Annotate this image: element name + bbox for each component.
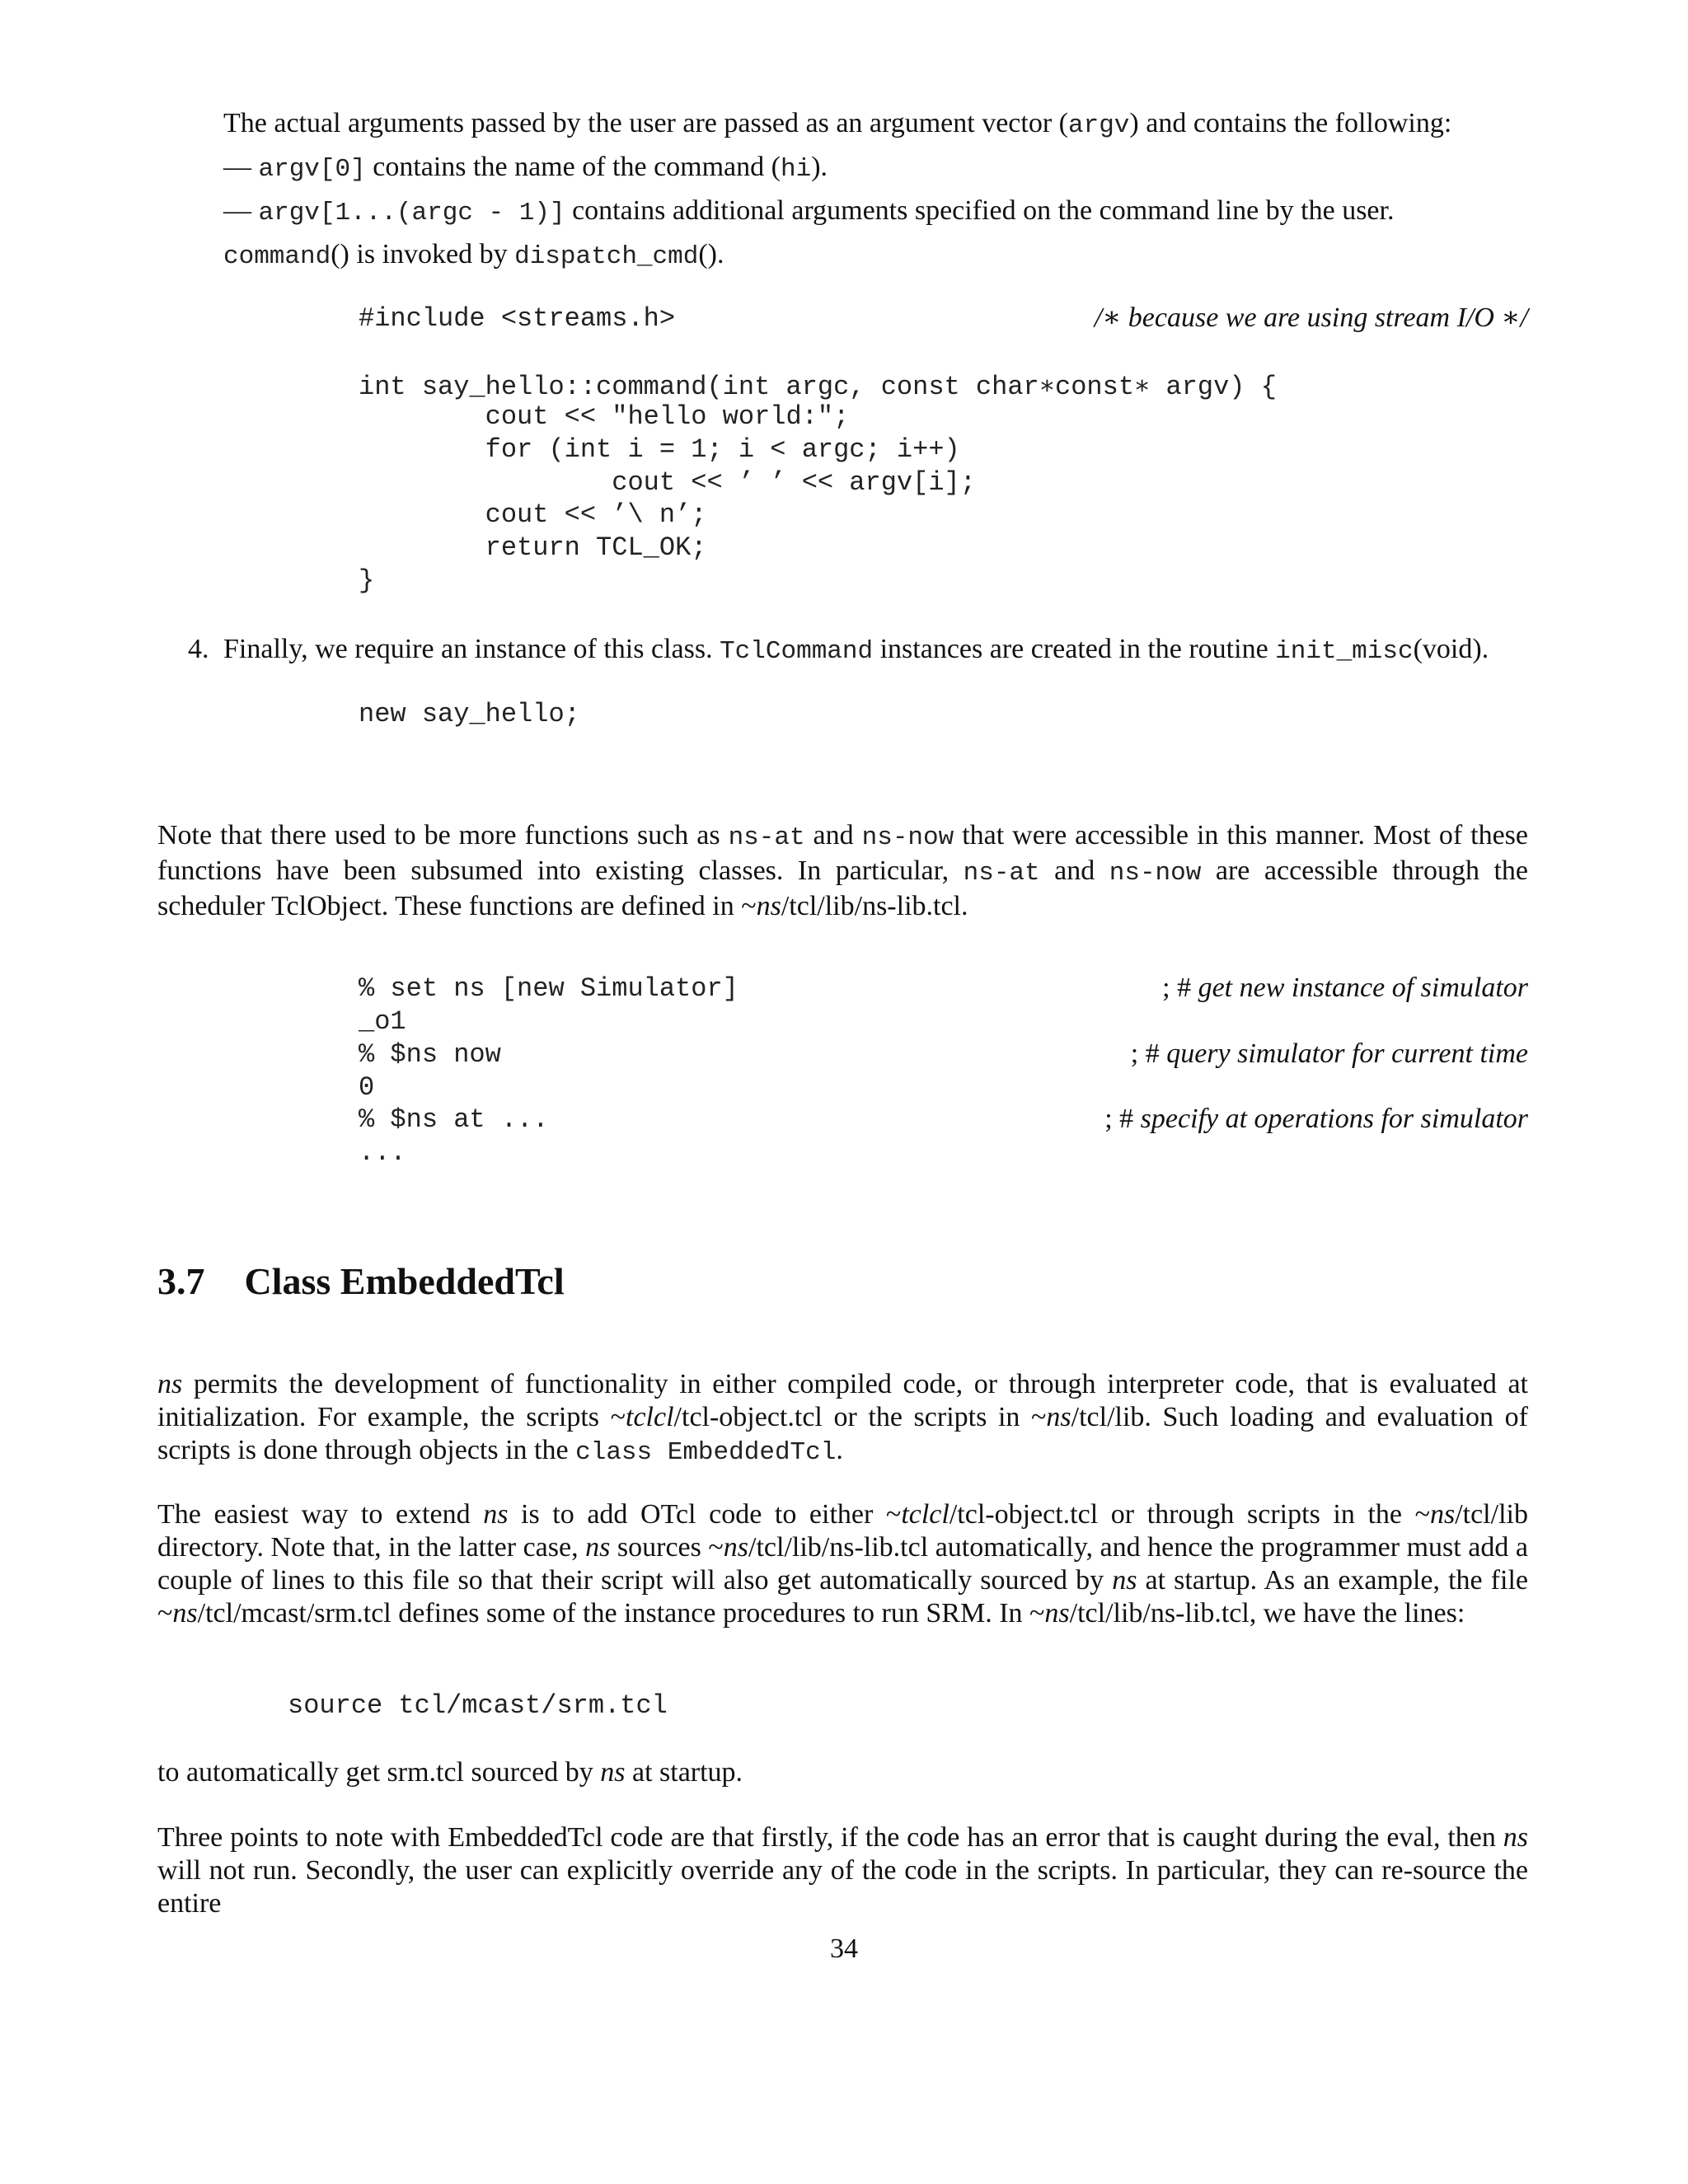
inline-code: ns-now <box>861 823 954 852</box>
italic-text: ns <box>600 1757 626 1788</box>
code-line: ... <box>359 1137 406 1168</box>
text: The actual arguments passed by the user are passed as an argument vector ( <box>223 108 1068 138</box>
invoked-line <box>223 238 724 274</box>
code-line: cout << ’\ n’; <box>359 499 707 530</box>
argv0-item <box>223 151 828 186</box>
italic-text: ns <box>172 1598 198 1629</box>
code-line: cout << "hello world:"; <box>359 401 850 432</box>
step-4-text <box>223 633 1489 668</box>
text: query simulator for current time <box>1166 1038 1528 1069</box>
italic-text: ns <box>1044 1598 1070 1629</box>
text: /tcl/lib. Such loading and evaluation of scripts is done through objects in the <box>157 1402 1528 1465</box>
code-comment <box>1131 1038 1528 1071</box>
text: contains additional arguments specified on the command line by the user. <box>565 195 1395 226</box>
inline-code: argv[1...(argc - 1)] <box>258 199 565 227</box>
italic-text: ns <box>756 891 781 921</box>
code-source-srm: source tcl/mcast/srm.tcl <box>288 1690 668 1721</box>
text: () is invoked by <box>331 239 515 269</box>
hash: # <box>1145 1038 1167 1069</box>
dash: — <box>223 195 259 226</box>
argv-intro <box>223 107 1451 143</box>
step-4-number: 4. <box>188 634 209 664</box>
code-line: for (int i = 1; i < argc; i++) <box>359 434 960 465</box>
text: /tcl-object.tcl or through scripts in the ~ <box>949 1499 1430 1530</box>
inline-code: ns-at <box>963 859 1040 888</box>
code-line: } <box>359 565 375 596</box>
code-line: % set ns [new Simulator] <box>359 973 738 1004</box>
text: /tcl/lib/ns-lib.tcl automatically, and hence the programmer must add a couple of lines to this file so that their script will also get automatically sourced by <box>157 1532 1528 1596</box>
text: ) and contains the following: <box>1129 108 1452 138</box>
text: permits the development of functionality in either compiled code, or through interpreter code, that is evaluated at initialization. For example, the scripts ~ <box>157 1369 1528 1432</box>
text: (). <box>698 239 724 269</box>
inline-code: class EmbeddedTcl <box>575 1438 837 1467</box>
code-comment: /∗ because we are using stream I/O ∗/ <box>1094 302 1528 333</box>
section-title: Class EmbeddedTcl <box>244 1260 565 1302</box>
code-line: cout << ’ ’ << argv[i]; <box>359 467 976 498</box>
semicolon: ; <box>1130 1038 1139 1069</box>
text: and <box>804 820 862 851</box>
italic-text: tclcl <box>901 1499 950 1530</box>
text: ). <box>811 152 828 182</box>
text: are accessible through the scheduler TclObject. These functions are defined in ~ <box>157 855 1529 921</box>
inline-code: command <box>223 242 331 271</box>
paragraph-embeddedtcl-intro <box>157 1368 1528 1469</box>
text: contains the name of the command ( <box>365 152 781 182</box>
code-line: return TCL_OK; <box>359 532 707 563</box>
paragraph-extend-ns <box>157 1498 1528 1630</box>
text: will not run. Secondly, the user can explicitly override any of the code in the scripts. In particular, they can re-source the entire <box>157 1855 1528 1919</box>
text: to automatically get srm.tcl sourced by <box>157 1757 601 1788</box>
text: /tcl/lib/ns-lib.tcl. <box>781 891 968 921</box>
text: Finally, we require an instance of this class. <box>223 634 720 664</box>
inline-code: hi <box>780 155 812 184</box>
inline-code: argv <box>1067 111 1130 140</box>
semicolon: ; <box>1104 1104 1113 1134</box>
inline-code: dispatch_cmd <box>514 242 699 271</box>
text: specify at operations for simulator <box>1140 1104 1528 1134</box>
text: get new instance of simulator <box>1198 972 1528 1003</box>
note-paragraph <box>157 819 1528 923</box>
paragraph-sourced <box>157 1756 743 1789</box>
text: /tcl/mcast/srm.tcl defines some of the instance procedures to run SRM. In ~ <box>197 1598 1045 1629</box>
code-comment <box>1162 972 1528 1005</box>
italic-text: ns <box>723 1532 749 1563</box>
text: sources ~ <box>610 1532 724 1563</box>
inline-code: ns-at <box>728 823 805 852</box>
italic-text: ns <box>585 1532 611 1563</box>
text: Note that there used to be more functions such as <box>157 820 729 851</box>
italic-text: ns <box>1046 1402 1071 1432</box>
dash: — <box>223 152 259 182</box>
inline-code: init_misc <box>1275 637 1414 666</box>
text: /tcl/lib directory. Note that, in the latter case, <box>157 1499 1528 1563</box>
code-line: 0 <box>359 1072 375 1103</box>
hash: # <box>1119 1104 1141 1134</box>
text: instances are created in the routine <box>873 634 1276 664</box>
code-line: % $ns at ... <box>359 1104 549 1135</box>
inline-code: ns-now <box>1109 859 1202 888</box>
text: and <box>1039 855 1109 886</box>
section-number: 3.7 <box>157 1260 205 1302</box>
text: (void). <box>1413 634 1489 664</box>
text: is to add OTcl code to either ~ <box>508 1499 902 1530</box>
inline-code: TclCommand <box>720 637 874 666</box>
italic-text: ns <box>483 1499 509 1530</box>
text: /tcl-object.tcl or the scripts in ~ <box>673 1402 1047 1432</box>
semicolon: ; <box>1162 972 1170 1003</box>
code-line: #include <streams.h> <box>359 303 676 334</box>
italic-text: ns <box>1503 1822 1528 1853</box>
code-comment <box>1104 1103 1528 1136</box>
italic-text: ns <box>1429 1499 1456 1530</box>
text: that were accessible in this manner. Most of these functions have been subsumed into existing classes. In particular, <box>157 820 1528 886</box>
text: /tcl/lib/ns-lib.tcl, we have the lines: <box>1069 1598 1465 1629</box>
code-new-say-hello: new say_hello; <box>359 699 580 729</box>
italic-text: ns <box>1112 1565 1137 1596</box>
paragraph-three-points <box>157 1821 1528 1920</box>
text: The easiest way to extend <box>157 1499 484 1530</box>
inline-code: argv[0] <box>258 155 366 184</box>
code-line: _o1 <box>359 1006 406 1037</box>
text: at startup. As an example, the file ~ <box>157 1565 1528 1629</box>
text: at startup. <box>625 1757 743 1788</box>
italic-text: ns <box>157 1369 183 1399</box>
page-number: 34 <box>830 1933 858 1964</box>
section-heading <box>157 1259 565 1303</box>
text: Three points to note with EmbeddedTcl code are that firstly, if the code has an error that is caught during the eval, then <box>157 1822 1503 1853</box>
code-line: % $ns now <box>359 1039 501 1070</box>
hash: # <box>1177 972 1198 1003</box>
italic-text: tclcl <box>626 1402 674 1432</box>
argv1-item <box>223 194 1394 230</box>
code-line: int say_hello::command(int argc, const char∗const∗ argv) { <box>359 372 1277 402</box>
text: . <box>836 1435 843 1465</box>
